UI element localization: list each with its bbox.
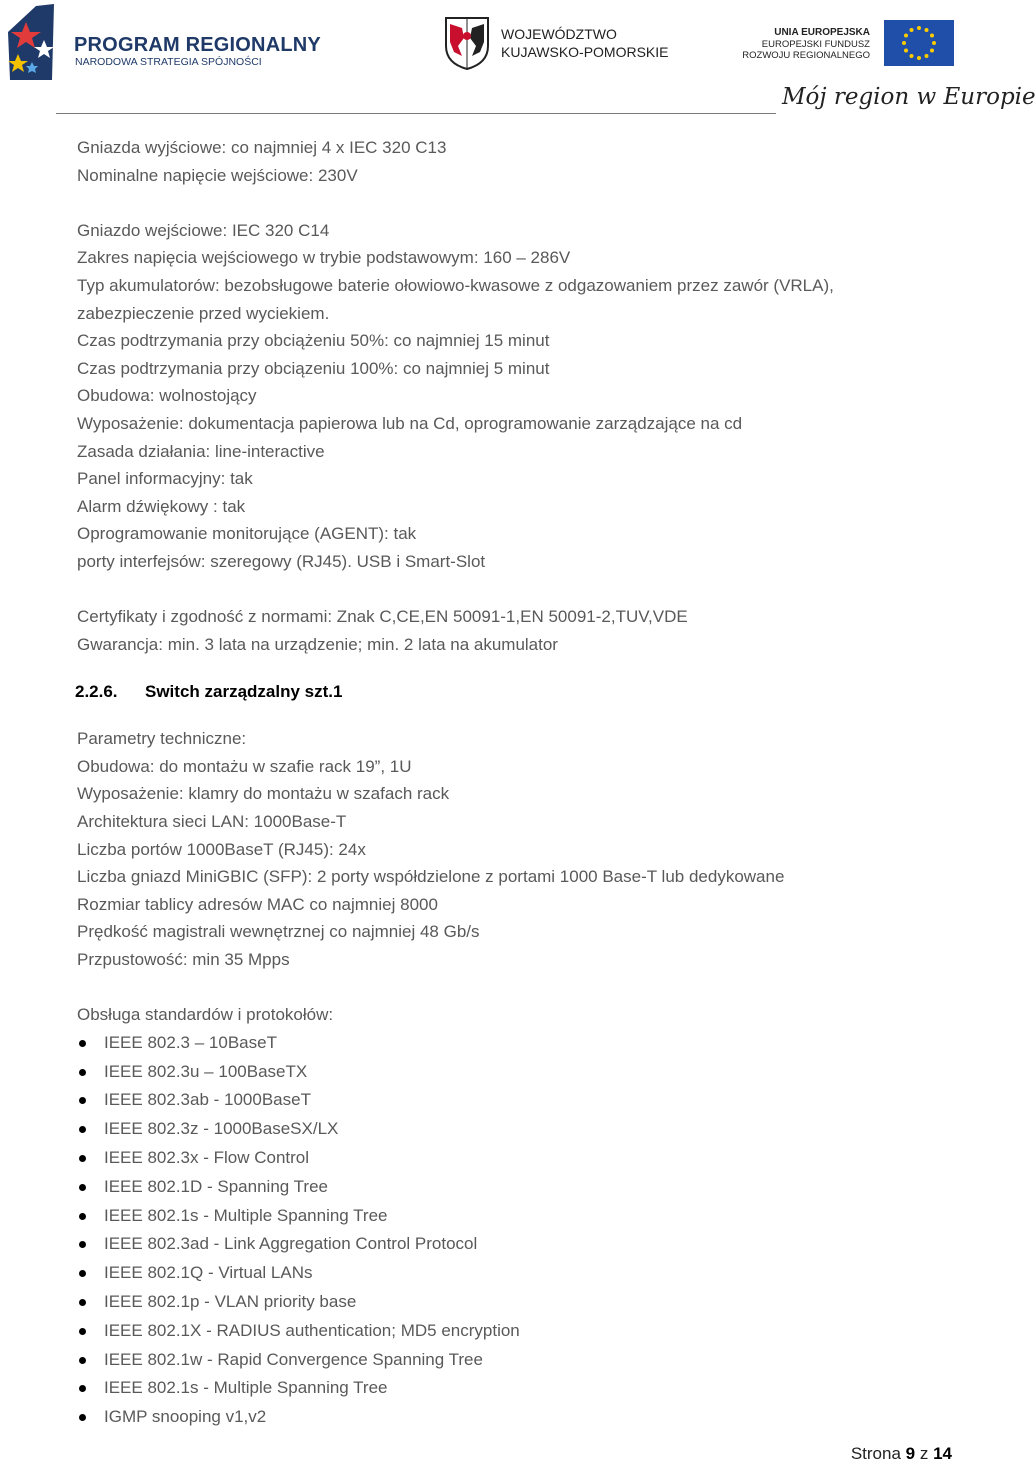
spec-line: Certyfikaty i zgodność z normami: Znak C,CE,EN 50091-1,EN 50091-2,TUV,VDE (77, 607, 688, 627)
motto-signature: Mój region w Europie (782, 84, 1036, 110)
spec-line: Oprogramowanie monitorujące (AGENT): tak (77, 524, 417, 544)
spacer (77, 658, 937, 678)
bullet-icon (79, 1299, 86, 1306)
spec-line: Alarm dźwiękowy : tak (77, 496, 246, 516)
spec-line: Przpustowość: min 35 Mpps (77, 950, 290, 970)
bullet-icon (79, 1184, 86, 1191)
bullet-icon (79, 1097, 86, 1104)
spec-line: Czas podtrzymania przy obciązeniu 100%: co najmniej 5 minut (77, 358, 550, 378)
page-header (0, 0, 1036, 125)
list-item (77, 1230, 937, 1259)
protocol-text: IEEE 802.3ab - 1000BaseT (104, 1090, 311, 1110)
protocol-text: IEEE 802.1X - RADIUS authentication; MD5 encryption (104, 1320, 520, 1340)
bullet-icon (79, 1213, 86, 1220)
list-item (77, 1144, 937, 1173)
eu-flag-icon (884, 20, 954, 66)
spec-line: Gniazda wyjściowe: co najmniej 4 x IEC 320 C13 (77, 138, 447, 157)
eu-fund-line1: EUROPEJSKI FUNDUSZ (761, 39, 870, 50)
page-current: 9 (905, 1444, 916, 1463)
program-title: PROGRAM REGIONALNY (74, 34, 321, 56)
protocols-list (77, 1029, 937, 1432)
spec-line: Czas podtrzymania przy obciążeniu 50%: co najmniej 15 minut (77, 331, 550, 351)
program-subtitle: NARODOWA STRATEGIA SPÓJNOŚCI (75, 56, 262, 68)
bullet-icon (79, 1241, 86, 1248)
region-name-line1: WOJEWÓDZTWO (501, 26, 617, 42)
stars-emblem-icon (6, 4, 66, 84)
header-divider (56, 113, 776, 114)
spec-line: Parametry techniczne: (77, 729, 247, 749)
eu-logo (742, 20, 955, 70)
spec-line: Liczba gniazd MiniGBIC (SFP): 2 porty współdzielone z portami 1000 Base-T lub dedykowane (77, 867, 785, 887)
list-item (77, 1346, 937, 1375)
list-item (77, 1202, 937, 1231)
bullet-icon (79, 1040, 86, 1047)
list-item (77, 1173, 937, 1202)
section-number: 2.2.6. (75, 682, 118, 702)
protocol-text: IEEE 802.3u – 100BaseTX (104, 1061, 308, 1081)
bullet-icon (79, 1414, 86, 1421)
bullet-icon (79, 1328, 86, 1335)
protocol-text: IEEE 802.1D - Spanning Tree (104, 1176, 328, 1196)
list-item (77, 1317, 937, 1346)
spec-line: zabezpieczenie przed wyciekiem. (77, 303, 330, 323)
protocol-text: IEEE 802.3ad - Link Aggregation Control Protocol (104, 1234, 478, 1254)
spec-line: porty interfejsów: szeregowy (RJ45). USB i Smart-Slot (77, 551, 486, 571)
spec-line: Panel informacyjny: tak (77, 469, 253, 489)
region-name-line2: KUJAWSKO-POMORSKIE (501, 44, 669, 60)
bullet-icon (79, 1126, 86, 1133)
section-heading (75, 678, 937, 705)
section-title: Switch zarządzalny szt.1 (145, 682, 343, 702)
spec-line: Rozmiar tablicy adresów MAC co najmniej 8000 (77, 894, 438, 914)
protocol-text: IEEE 802.1p - VLAN priority base (104, 1291, 357, 1311)
spec-line: Gniazdo wejściowe: IEC 320 C14 (77, 220, 330, 240)
ups-specs (77, 134, 937, 658)
spec-line: Liczba portów 1000BaseT (RJ45): 24x (77, 839, 366, 859)
protocol-text: IGMP snooping v1,v2 (104, 1407, 267, 1427)
page-total: 14 (933, 1444, 952, 1463)
page-label: Strona (850, 1444, 901, 1463)
protocol-text: IEEE 802.3x - Flow Control (104, 1148, 310, 1167)
document-body (77, 134, 937, 1432)
spec-line: Nominalne napięcie wejściowe: 230V (77, 165, 358, 185)
page-number (851, 1444, 952, 1464)
spec-line: Gwarancja: min. 3 lata na urządzenie; min. 2 lata na akumulator (77, 634, 558, 654)
list-item (77, 1288, 937, 1317)
protocol-text: IEEE 802.1Q - Virtual LANs (104, 1263, 313, 1283)
spec-line: Architektura sieci LAN: 1000Base-T (77, 812, 347, 832)
spacer (77, 705, 937, 725)
list-item (77, 1058, 937, 1087)
spec-line: Prędkość magistrali wewnętrznej co najmniej 48 Gb/s (77, 922, 480, 942)
program-regionalny-logo (6, 4, 326, 84)
bullet-icon (79, 1270, 86, 1277)
spec-line: Wyposażenie: dokumentacja papierowa lub na Cd, oprogramowanie zarządzające na cd (77, 413, 743, 433)
spec-line: Zasada działania: line-interactive (77, 441, 325, 461)
spec-line: Zakres napięcia wejściowego w trybie podstawowym: 160 – 286V (77, 248, 571, 268)
list-item (77, 1259, 937, 1288)
spec-line: Obudowa: do montażu w szafie rack 19”, 1U (77, 756, 412, 776)
page-separator: z (919, 1444, 929, 1463)
coat-of-arms-icon (444, 16, 490, 70)
list-item (77, 1029, 937, 1058)
list-item (77, 1115, 937, 1144)
protocol-text: IEEE 802.3 – 10BaseT (104, 1032, 277, 1052)
switch-specs (77, 725, 937, 973)
spec-line: Typ akumulatorów: bezobsługowe baterie ołowiowo-kwasowe z odgazowaniem przez zawór (VRLA), (77, 275, 834, 295)
spec-line: Wyposażenie: klamry do montażu w szafach rack (77, 784, 450, 804)
bullet-icon (79, 1155, 86, 1162)
protocol-text: IEEE 802.1w - Rapid Convergence Spanning Tree (104, 1349, 483, 1369)
protocols-heading: Obsługa standardów i protokołów: (77, 1005, 334, 1025)
eu-fund-line2: ROZWOJU REGIONALNEGO (742, 50, 870, 61)
protocol-text: IEEE 802.1s - Multiple Spanning Tree (104, 1378, 388, 1398)
list-item (77, 1374, 937, 1403)
wojewodztwo-logo (444, 16, 669, 72)
eu-name: UNIA EUROPEJSKA (774, 27, 870, 38)
protocol-text: IEEE 802.1s - Multiple Spanning Tree (104, 1205, 388, 1225)
spec-line: Obudowa: wolnostojący (77, 386, 257, 406)
protocol-text: IEEE 802.3z - 1000BaseSX/LX (104, 1119, 339, 1139)
bullet-icon (79, 1069, 86, 1076)
spacer (77, 189, 937, 217)
bullet-icon (79, 1385, 86, 1392)
spacer (77, 576, 937, 604)
bullet-icon (79, 1357, 86, 1364)
list-item (77, 1086, 937, 1115)
spacer (77, 974, 937, 1002)
list-item (77, 1403, 937, 1432)
